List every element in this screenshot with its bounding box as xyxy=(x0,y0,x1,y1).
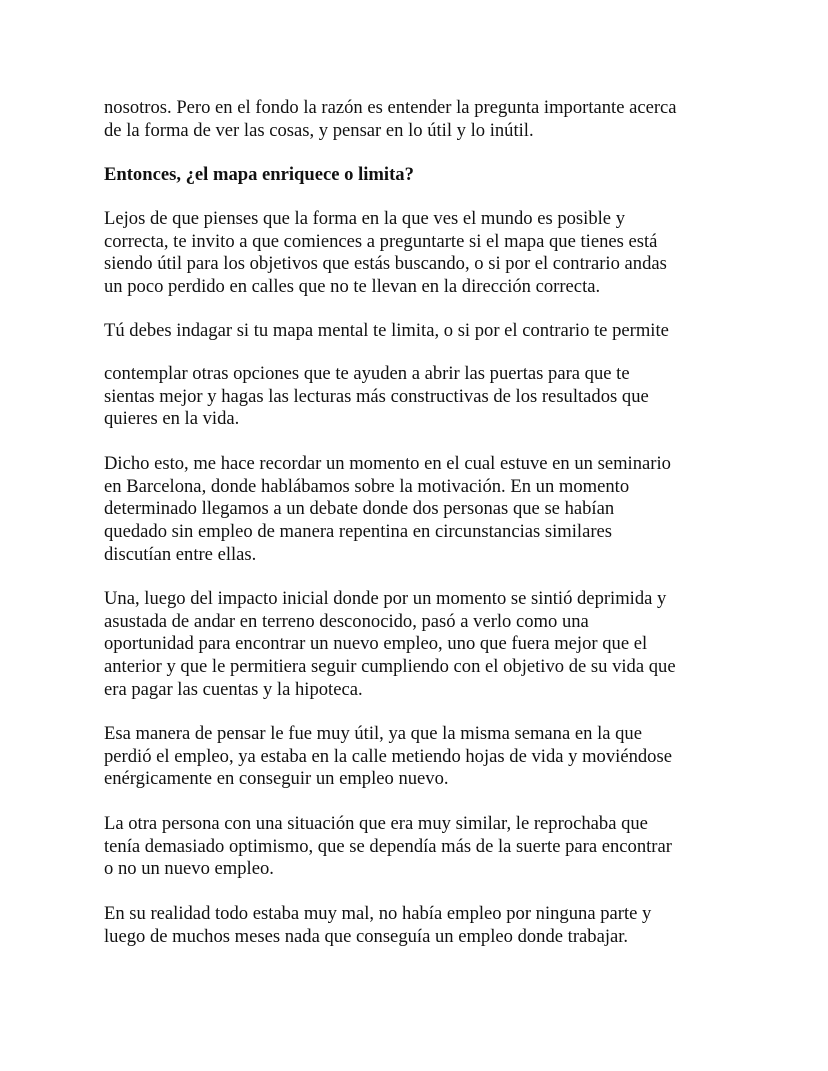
section-heading: Entonces, ¿el mapa enriquece o limita? xyxy=(104,164,414,185)
paragraph-mental-map: Tú debes indagar si tu mapa mental te limita, o si por el contrario te permite xyxy=(104,320,669,341)
paragraph-options: contemplar otras opciones que te ayuden a abrir las puertas para que te sientas mejor y hagas las lecturas más constructivas de los resultados que quieres en la vida. xyxy=(104,363,649,430)
paragraph-second-person: La otra persona con una situación que era muy similar, le reprochaba que tenía demasiado optimismo, que se dependía más de la suerte para encontrar o no un nuevo empleo. xyxy=(104,813,672,880)
paragraph-map-question: Lejos de que pienses que la forma en la que ves el mundo es posible y correcta, te invito a que comiences a preguntarte si el mapa que tienes está siendo útil para los objetivos que estás buscando, o si por el contrario andas un poco perdido en calles que no te llevan en la dirección correcta. xyxy=(104,208,667,298)
paragraph-useful-thinking: Esa manera de pensar le fue muy útil, ya que la misma semana en la que perdió el empleo, ya estaba en la calle metiendo hojas de vida y moviéndose enérgicamente en conseguir un empleo nuevo. xyxy=(104,723,672,790)
paragraph-seminar: Dicho esto, me hace recordar un momento en el cual estuve en un seminario en Barcelona, donde hablábamos sobre la motivación. En un momento determinado llegamos a un debate donde dos personas que se habían quedado sin empleo de manera repentina en circunstancias similares discutían entre ellas. xyxy=(104,453,671,565)
paragraph-first-person: Una, luego del impacto inicial donde por un momento se sintió deprimida y asustada de andar en terreno desconocido, pasó a verlo como una oportunidad para encontrar un nuevo empleo, uno que fuera mejor que el anterior y que le permitiera seguir cumpliendo con el objetivo de su vida que era pagar las cuentas y la hipoteca. xyxy=(104,588,676,700)
paragraph-intro: nosotros. Pero en el fondo la razón es entender la pregunta importante acerca de la forma de ver las cosas, y pensar en lo útil y lo inútil. xyxy=(104,97,677,141)
paragraph-reality: En su realidad todo estaba muy mal, no había empleo por ninguna parte y luego de muchos meses nada que conseguía un empleo donde trabajar. xyxy=(104,903,652,947)
